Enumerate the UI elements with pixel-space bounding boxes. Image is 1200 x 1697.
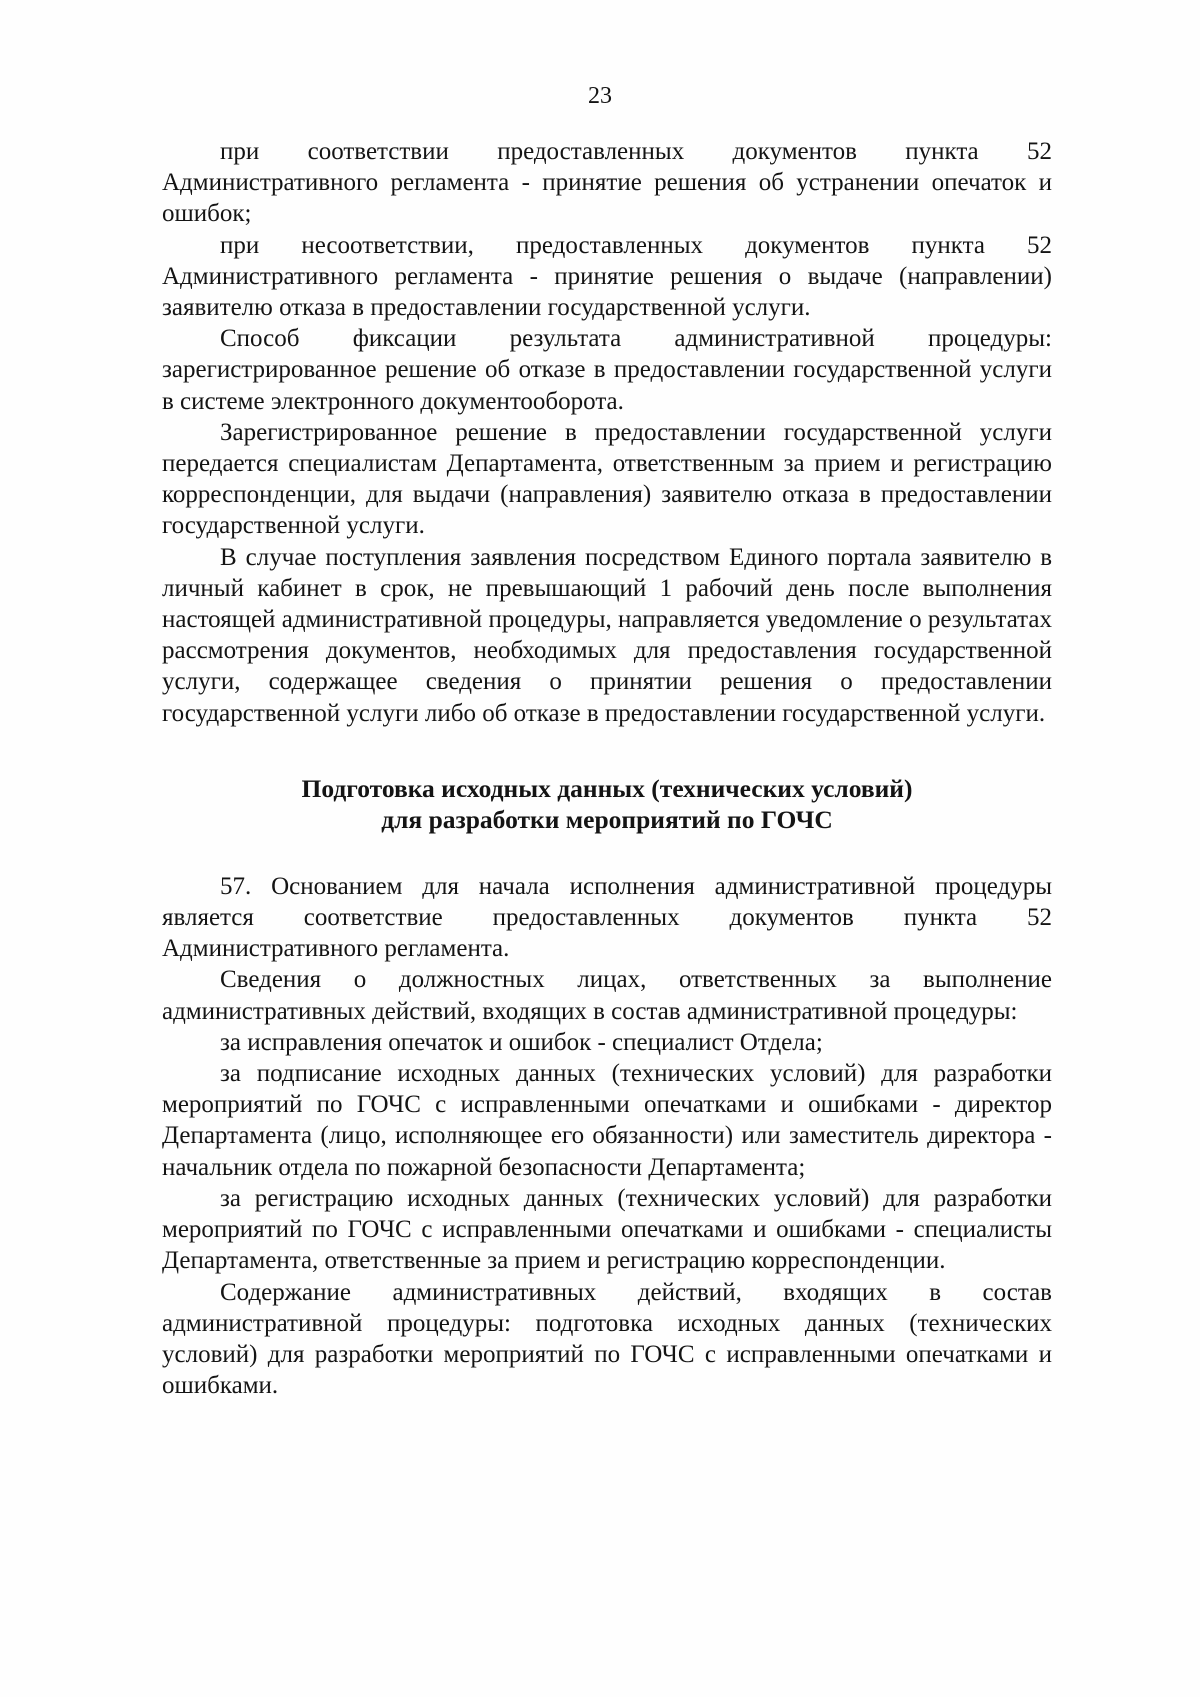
- document-body: [162, 136, 1052, 1401]
- paragraph: при несоответствии, предоставленных документов пункта 52 Административного регламента - принятие решения о выдаче (направлении) заявителю отказа в предоставлении государственной услуги.: [162, 231, 1052, 322]
- paragraph: Содержание административных действий, входящих в состав административной процедуры: подготовка исходных данных (технических условий) для разработки мероприятий по ГОЧС с исправленными опечатками и ошибками.: [162, 1278, 1052, 1400]
- section-heading-line-1: Подготовка исходных данных (технических условий): [301, 773, 913, 803]
- paragraph: Зарегистрированное решение в предоставлении государственной услуги передается специалистам Департамента, ответственным за прием и регистрацию корреспонденции, для выдачи (направления) заявителю отказа в предоставлении государственной услуги.: [162, 418, 1052, 540]
- section-heading: [162, 773, 1052, 835]
- section-heading-line-2: для разработки мероприятий по ГОЧС: [381, 804, 833, 834]
- paragraph: при соответствии предоставленных документов пункта 52 Административного регламента - принятие решения об устранении опечаток и ошибок;: [162, 138, 1052, 228]
- paragraph: Способ фиксации результата административной процедуры: зарегистрированное решение об отказе в предоставлении государственной услуги в системе электронного документооборота.: [162, 325, 1052, 415]
- paragraph: В случае поступления заявления посредством Единого портала заявителю в личный кабинет в срок, не превышающий 1 рабочий день после выполнения настоящей административной процедуры, направляется уведомление о результатах рассмотрения документов, необходимых для предоставления государственной услуги, содержащее сведения о принятии решения о предоставлении государственной услуги либо об отказе в предоставлении государственной услуги.: [162, 543, 1052, 727]
- paragraph: за исправления опечаток и ошибок - специалист Отдела;: [220, 1028, 823, 1056]
- paragraph: за регистрацию исходных данных (технических условий) для разработки мероприятий по ГОЧС с исправленными опечатками и ошибками - специалисты Департамента, ответственные за прием и регистрацию корреспонденции.: [162, 1184, 1052, 1275]
- page-number: 23: [588, 83, 612, 109]
- paragraph: 57. Основанием для начала исполнения административной процедуры является соответствие предоставленных документов пункта 52 Административного регламента.: [162, 872, 1052, 963]
- paragraph: Сведения о должностных лицах, ответственных за выполнение административных действий, входящих в состав административной процедуры:: [162, 966, 1052, 1025]
- paragraph: за подписание исходных данных (технических условий) для разработки мероприятий по ГОЧС с исправленными опечатками и ошибками - директор Департамента (лицо, исполняющее его обязанности) или заместитель директора - начальник отдела по пожарной безопасности Департамента;: [162, 1060, 1052, 1181]
